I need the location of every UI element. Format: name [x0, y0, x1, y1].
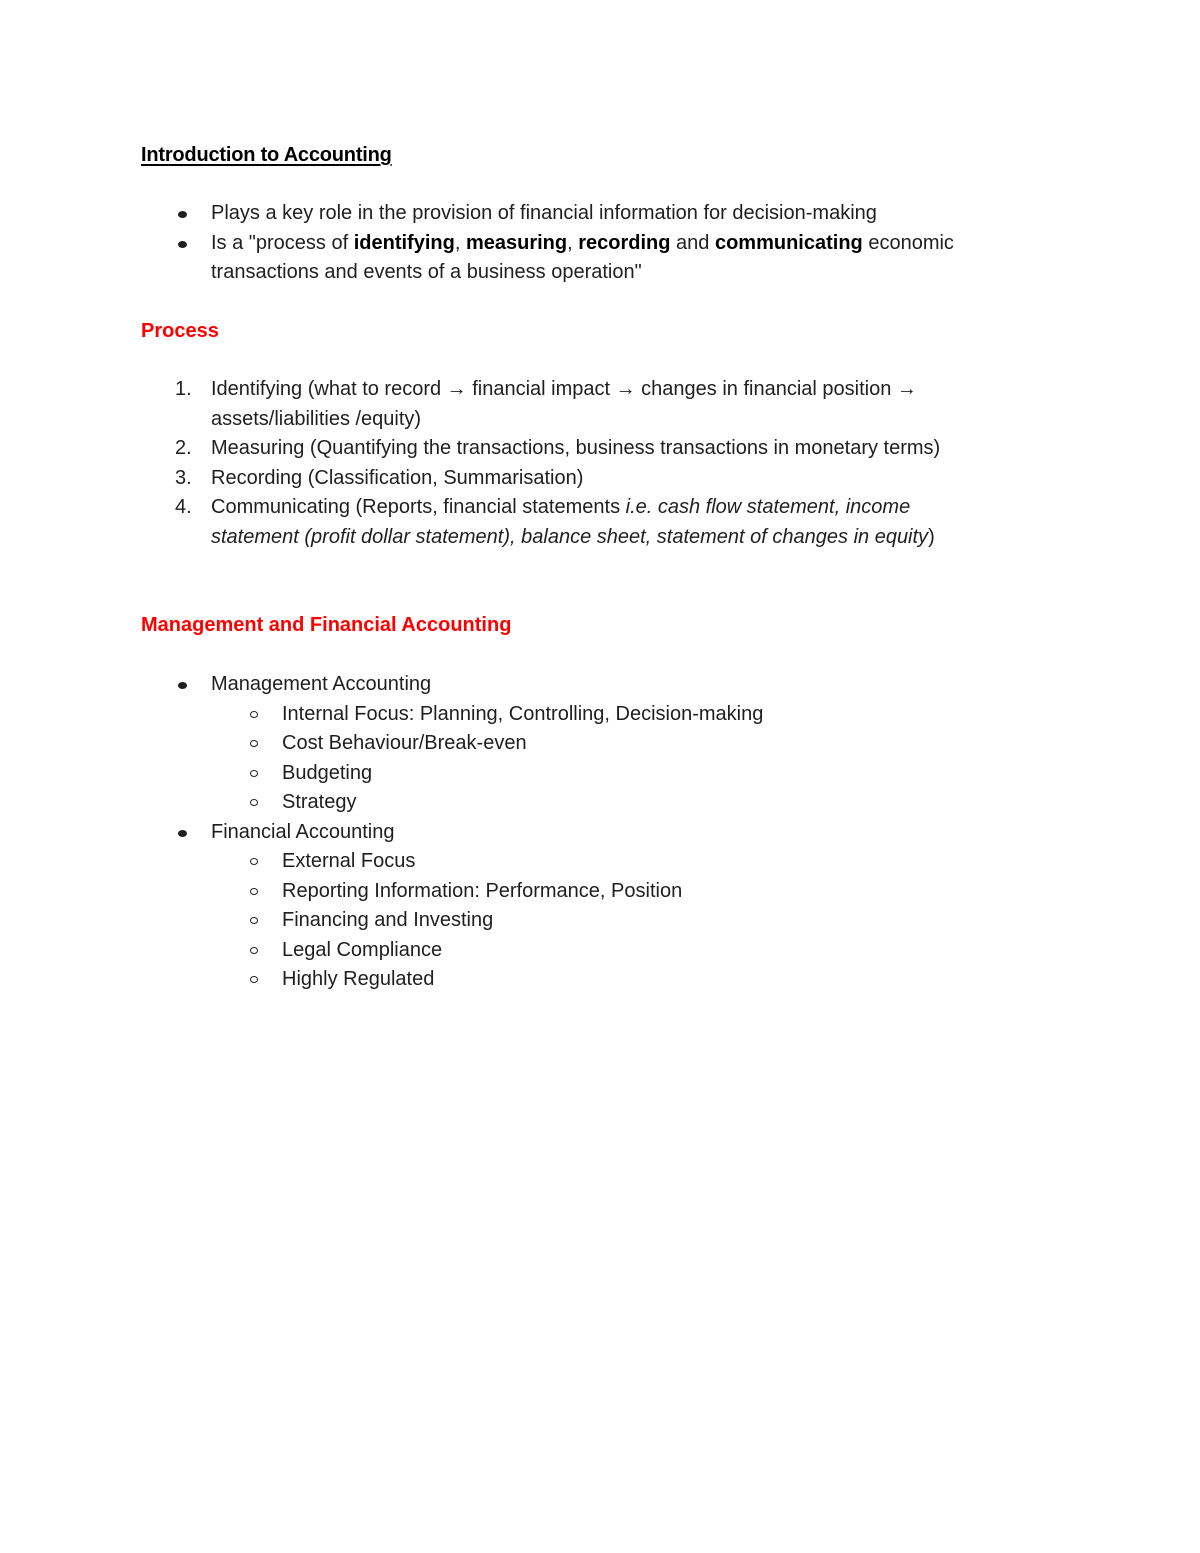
bullet-icon [178, 211, 187, 218]
list-item: Strategy [141, 788, 1041, 818]
list-number: 1. [175, 378, 192, 400]
hollow-bullet-icon [250, 947, 258, 954]
bullet-icon [178, 241, 187, 248]
financial-accounting-label: Financial Accounting [211, 820, 395, 843]
list-item [141, 670, 1041, 700]
list-item [141, 199, 1041, 229]
list-item: 2. Measuring (Quantifying the transactions, business transactions in monetary terms) [141, 434, 1041, 464]
list-number: 2. [175, 437, 192, 459]
list-item: 3. Recording (Classification, Summarisation) [141, 464, 1041, 494]
intro-item-2: Is a "process of identifying, measuring, recording and communicating economic transactions and events of a business operation" [211, 231, 954, 283]
page-title: Introduction to Accounting [141, 144, 392, 166]
list-item: 1. Identifying (what to record → financial impact → changes in financial position → assets/liabilities /equity) [141, 375, 1041, 434]
list-item: Internal Focus: Planning, Controlling, Decision-making [141, 700, 1041, 730]
list-item: Legal Compliance [141, 936, 1041, 966]
term-communicating: communicating [714, 231, 863, 254]
list-item: Reporting Information: Performance, Position [141, 877, 1041, 907]
intro-item-1: Plays a key role in the provision of financial information for decision-making [211, 202, 877, 224]
section-heading-process: Process [141, 320, 219, 342]
list-item: Budgeting [141, 759, 1041, 789]
hollow-bullet-icon [250, 888, 258, 895]
accounting-types-list [141, 670, 1041, 995]
list-item: Highly Regulated [141, 965, 1041, 995]
term-measuring: measuring [465, 231, 568, 254]
list-item: 4. Communicating (Reports, financial statements i.e. cash flow statement, income statement (profit dollar statement), balance sheet, statement of changes in equity) [141, 493, 1041, 552]
list-item [141, 229, 1041, 288]
section-heading-mgmt-financial: Management and Financial Accounting [141, 614, 512, 636]
bullet-icon [178, 830, 187, 837]
list-item: Cost Behaviour/Break-even [141, 729, 1041, 759]
hollow-bullet-icon [250, 770, 258, 777]
hollow-bullet-icon [250, 858, 258, 865]
list-item: Financing and Investing [141, 906, 1041, 936]
list-item [141, 818, 1041, 848]
term-recording: recording [578, 231, 671, 254]
list-item: External Focus [141, 847, 1041, 877]
hollow-bullet-icon [250, 711, 258, 718]
list-number: 3. [175, 466, 192, 489]
hollow-bullet-icon [250, 917, 258, 924]
term-identifying: identifying [353, 231, 455, 254]
list-number: 4. [175, 496, 192, 518]
hollow-bullet-icon [250, 799, 258, 806]
bullet-icon [178, 682, 187, 689]
intro-list [141, 199, 1041, 288]
management-accounting-label: Management Accounting [211, 673, 432, 695]
hollow-bullet-icon [250, 976, 258, 983]
hollow-bullet-icon [250, 740, 258, 747]
process-list [141, 375, 1041, 552]
